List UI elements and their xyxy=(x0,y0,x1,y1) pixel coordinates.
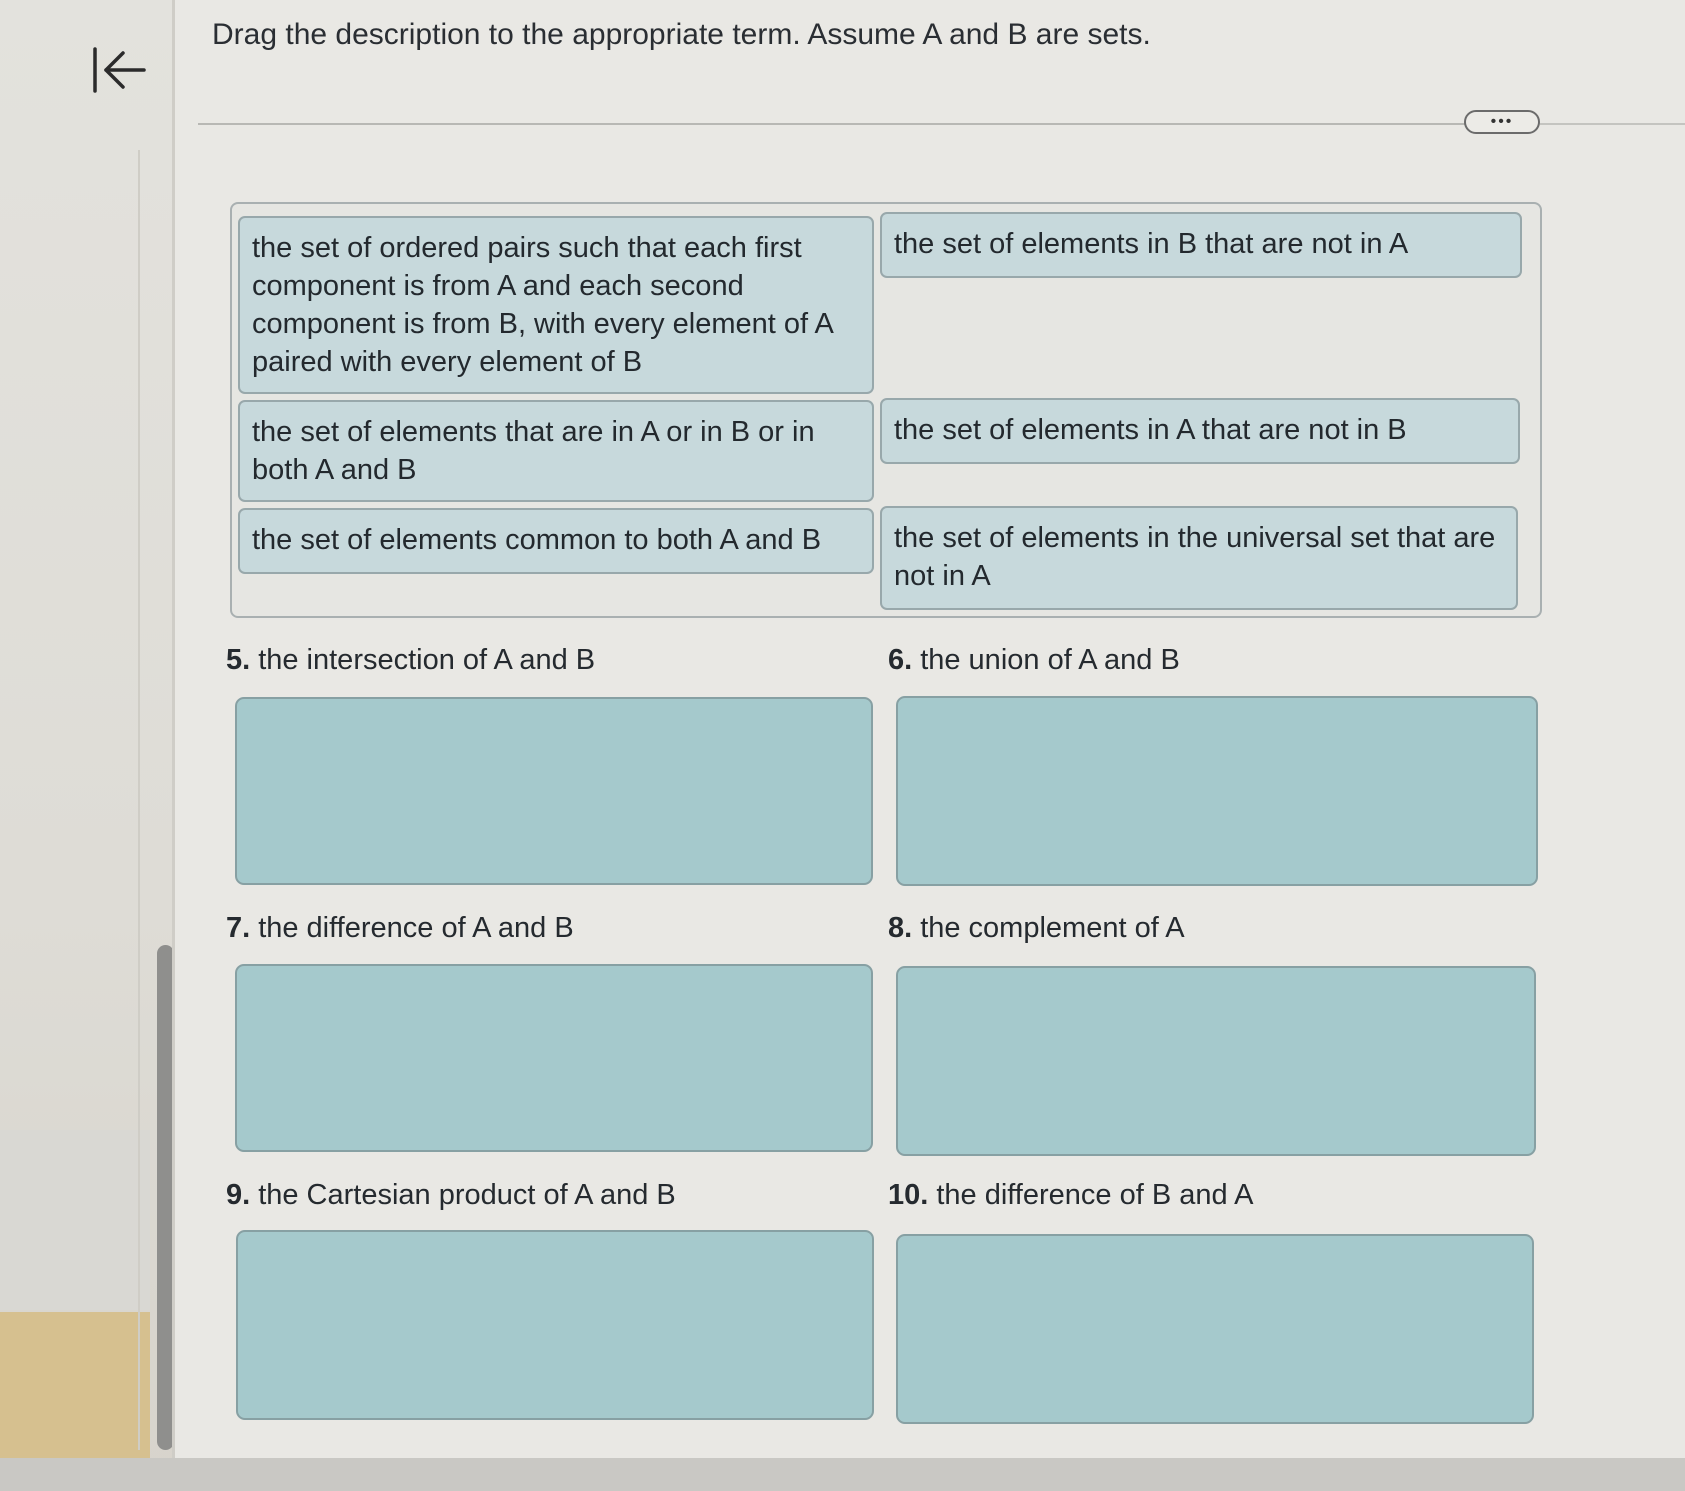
item-label-difference-a-b xyxy=(226,912,574,945)
header-divider xyxy=(198,123,1466,125)
rail-divider-line xyxy=(138,150,140,1450)
drop-zone-intersection[interactable] xyxy=(235,697,873,885)
drop-zone-difference-b-a[interactable] xyxy=(896,1234,1534,1424)
rail-border xyxy=(172,0,175,1460)
item-number: 5. xyxy=(226,644,251,676)
description-tile-b-minus-a[interactable]: the set of elements in B that are not in A xyxy=(880,212,1522,278)
rail-panel xyxy=(0,1130,150,1310)
drop-zone-union[interactable] xyxy=(896,696,1538,886)
item-label-difference-b-a xyxy=(888,1179,1253,1212)
item-term: the intersection of A and B xyxy=(258,644,596,676)
rail-highlight xyxy=(0,1312,150,1462)
bottom-strip xyxy=(0,1458,1685,1491)
left-rail xyxy=(0,0,172,1491)
item-number: 7. xyxy=(226,912,251,944)
item-number: 10. xyxy=(888,1179,929,1211)
more-options-button[interactable]: ••• xyxy=(1464,110,1540,134)
description-tile-cartesian[interactable]: the set of ordered pairs such that each first component is from A and each second component is from B, with every element of A paired with every element of B xyxy=(238,216,874,394)
item-label-intersection xyxy=(226,644,595,677)
drop-zone-cartesian[interactable] xyxy=(236,1230,874,1420)
item-label-union xyxy=(888,644,1180,677)
item-number: 9. xyxy=(226,1179,251,1211)
item-number: 6. xyxy=(888,644,913,676)
description-tile-a-minus-b[interactable]: the set of elements in A that are not in B xyxy=(880,398,1520,464)
item-label-complement xyxy=(888,912,1185,945)
drop-zone-complement[interactable] xyxy=(896,966,1536,1156)
arrow-left-to-bar-icon xyxy=(90,44,148,96)
description-tile-intersection[interactable]: the set of elements common to both A and B xyxy=(238,508,874,574)
instructions-text: Drag the description to the appropriate term. Assume A and B are sets. xyxy=(212,18,1151,51)
description-tile-union[interactable]: the set of elements that are in A or in B or in both A and B xyxy=(238,400,874,502)
item-term: the Cartesian product of A and B xyxy=(258,1179,676,1211)
item-term: the complement of A xyxy=(920,912,1185,944)
drop-zone-difference-a-b[interactable] xyxy=(235,964,873,1152)
item-term: the difference of B and A xyxy=(936,1179,1254,1211)
item-number: 8. xyxy=(888,912,913,944)
item-label-cartesian xyxy=(226,1179,676,1212)
header-divider-right xyxy=(1540,123,1685,125)
item-term: the union of A and B xyxy=(920,644,1180,676)
collapse-button[interactable] xyxy=(86,40,152,100)
description-tile-complement[interactable]: the set of elements in the universal set that are not in A xyxy=(880,506,1518,610)
item-term: the difference of A and B xyxy=(258,912,574,944)
